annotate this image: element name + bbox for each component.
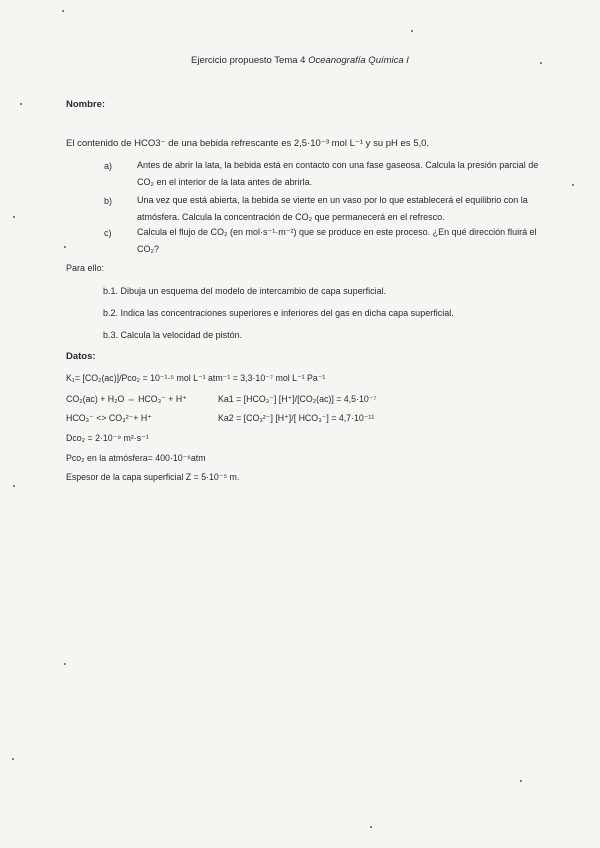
- item-c-letter: c): [104, 228, 112, 238]
- datos-label: Datos:: [66, 351, 96, 362]
- data-henry-constant: K₁= [CO₂(ac)]/Pco₂ = 10⁻¹·⁵ mol L⁻¹ atm⁻¹ = 3,3·10⁻⁷ mol L⁻¹ Pa⁻¹: [66, 373, 326, 383]
- data-eq1-reaction: CO₂(ac) + H₂O ⇔ HCO₃⁻ + H⁺: [66, 394, 187, 404]
- scan-speck: [20, 103, 22, 105]
- scan-speck: [572, 184, 574, 186]
- scan-speck: [64, 663, 66, 665]
- title-plain: Ejercicio propuesto Tema 4: [191, 55, 306, 66]
- scan-speck: [370, 826, 372, 828]
- page-title: [0, 55, 600, 66]
- data-eq2-constant: Ka2 = [CO₃²⁻] [H⁺]/[ HCO₃⁻] = 4,7·10⁻¹¹: [218, 413, 375, 423]
- title-italic: Oceanografía Química I: [308, 55, 409, 66]
- para-ello-label: Para ello:: [66, 263, 105, 273]
- data-diffusivity: Dco₂ = 2·10⁻⁹ m²·s⁻¹: [66, 433, 149, 443]
- scan-speck: [411, 30, 413, 32]
- data-atm-pco2: Pco₂ en la atmósfera= 400·10⁻⁶atm: [66, 453, 206, 463]
- item-a-text: Antes de abrir la lata, la bebida está en contacto con una fase gaseosa. Calcula la presión parcial de CO₂ en el interior de la lata antes de abrirla.: [137, 160, 539, 187]
- data-eq2-reaction: HCO₃⁻ <> CO₃²⁻+ H⁺: [66, 413, 152, 423]
- item-b-letter: b): [104, 196, 113, 206]
- subitem-b1: b.1. Dibuja un esquema del modelo de intercambio de capa superficial.: [103, 286, 387, 296]
- subitem-b2: b.2. Indica las concentraciones superiores e inferiores del gas en dicha capa superficial.: [103, 308, 454, 318]
- scan-speck: [520, 780, 522, 782]
- intro-text: El contenido de HCO3⁻ de una bebida refrescante es 2,5·10⁻³ mol L⁻¹ y su pH es 5,0.: [66, 138, 430, 149]
- scan-speck: [12, 758, 14, 760]
- scan-speck: [64, 246, 66, 248]
- data-eq1-constant: Ka1 = [HCO₃⁻] [H⁺]/[CO₂(ac)] = 4,5·10⁻⁷: [218, 394, 377, 404]
- scan-speck: [540, 62, 542, 64]
- item-a-letter: a): [104, 161, 113, 171]
- scan-speck: [13, 485, 15, 487]
- scan-speck: [62, 10, 64, 12]
- data-layer-thickness: Espesor de la capa superficial Z = 5·10⁻⁵ m.: [66, 472, 240, 482]
- item-c-text: Calcula el flujo de CO₂ (en mol·s⁻¹·m⁻²) que se produce en este proceso. ¿En qué dirección fluirá el CO₂?: [137, 227, 537, 254]
- item-b-text: Una vez que está abierta, la bebida se vierte en un vaso por lo que establecerá el equilibrio con la atmósfera. Calcula la concentración de CO₂ que permanecerá en el refresco.: [137, 195, 528, 222]
- name-label: Nombre:: [66, 99, 106, 110]
- scan-speck: [13, 216, 15, 218]
- subitem-b3: b.3. Calcula la velocidad de pistón.: [103, 330, 243, 340]
